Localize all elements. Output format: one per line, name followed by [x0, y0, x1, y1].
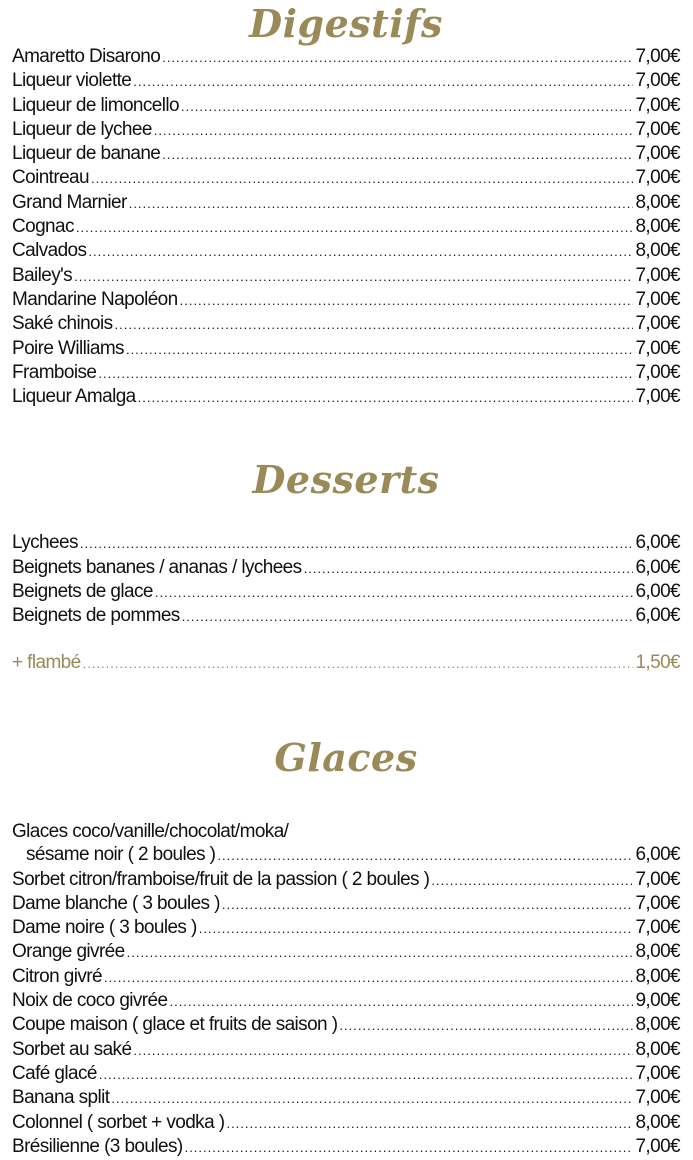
dot-leader	[222, 897, 634, 912]
menu-item	[12, 917, 680, 941]
menu-item	[12, 844, 680, 868]
item-price: 6,00€	[635, 556, 680, 578]
item-price: 7,00€	[635, 1135, 680, 1157]
dot-leader	[98, 366, 633, 381]
menu-item	[12, 362, 680, 386]
dot-leader	[162, 50, 633, 65]
menu-item	[12, 265, 680, 289]
dot-leader	[182, 609, 634, 624]
menu-item	[12, 119, 680, 143]
flambe-extra-item	[12, 652, 680, 676]
item-price: 7,00€	[635, 143, 680, 165]
item-name: Sorbet au saké	[12, 1038, 132, 1060]
item-name: Noix de coco givrée	[12, 990, 168, 1012]
menu-item	[12, 386, 680, 410]
section-title-desserts: Desserts	[252, 457, 440, 503]
item-name: Beignets de pommes	[12, 605, 180, 627]
dot-leader	[154, 123, 634, 138]
menu-item	[12, 605, 680, 629]
item-name: Grand Marnier	[12, 191, 127, 213]
dot-leader	[169, 994, 633, 1009]
dot-leader	[181, 99, 633, 114]
dot-leader	[138, 390, 634, 405]
item-price: 8,00€	[635, 1038, 680, 1060]
dot-leader	[74, 269, 633, 284]
item-price: 7,00€	[635, 264, 680, 286]
menu-item	[12, 1014, 680, 1038]
item-price: 7,00€	[635, 361, 680, 383]
item-name: Amaretto Disarono	[12, 46, 161, 67]
menu-item	[12, 70, 680, 94]
item-name: Cognac	[12, 216, 74, 238]
item-name: sésame noir ( 2 boules )	[26, 844, 216, 866]
dot-leader	[199, 921, 634, 936]
item-name: Cointreau	[12, 167, 89, 189]
dot-leader	[91, 171, 633, 186]
item-price: 6,00€	[635, 605, 680, 627]
section-title-glaces: Glaces	[274, 734, 418, 780]
dot-leader	[111, 1091, 633, 1106]
desserts-list	[12, 532, 680, 629]
item-price: 7,00€	[635, 46, 680, 67]
item-price: 8,00€	[635, 240, 680, 262]
menu-item	[12, 990, 680, 1014]
dot-leader	[304, 561, 634, 576]
menu-item	[12, 966, 680, 990]
item-price: 7,00€	[635, 94, 680, 116]
glaces-first-line: Glaces coco/vanille/chocolat/moka/	[12, 820, 289, 842]
item-name: Lychees	[12, 532, 78, 554]
menu-item	[12, 557, 680, 581]
item-price: 8,00€	[635, 216, 680, 238]
menu-item	[12, 192, 680, 216]
item-price: 7,00€	[635, 70, 680, 92]
item-name: Framboise	[12, 361, 97, 383]
dot-leader	[339, 1018, 633, 1033]
item-name: Beignets de glace	[12, 581, 153, 603]
menu-item	[12, 216, 680, 240]
section-title-digestifs: Digestifs	[249, 1, 443, 46]
item-price: 8,00€	[635, 1014, 680, 1036]
menu-item	[12, 869, 680, 893]
item-price: 7,00€	[635, 167, 680, 189]
dot-leader	[83, 656, 634, 671]
item-name: Sorbet citron/framboise/fruit de la passion ( 2 boules )	[12, 868, 430, 890]
menu-item	[12, 1087, 680, 1111]
menu-item	[12, 143, 680, 167]
item-price: 7,00€	[635, 337, 680, 359]
item-price: 7,00€	[635, 1087, 680, 1109]
menu-item	[12, 95, 680, 119]
dot-leader	[76, 220, 634, 235]
dot-leader	[133, 74, 633, 89]
dot-leader	[80, 536, 634, 551]
menu-item	[12, 581, 680, 605]
item-price: 8,00€	[635, 1111, 680, 1133]
menu-item	[12, 46, 680, 70]
menu-item	[12, 941, 680, 965]
dot-leader	[180, 293, 634, 308]
item-name: Brésilienne (3 boules)	[12, 1135, 183, 1157]
item-name: Coupe maison ( glace et fruits de saison )	[12, 1014, 338, 1036]
item-name: Dame blanche ( 3 boules )	[12, 892, 220, 914]
menu-item	[12, 313, 680, 337]
item-name: Liqueur Amalga	[12, 386, 136, 408]
menu-page	[12, 0, 680, 1160]
dot-leader	[88, 244, 633, 259]
dot-leader	[162, 147, 633, 162]
item-price: 7,00€	[635, 386, 680, 408]
dot-leader	[226, 1116, 633, 1131]
item-price: 7,00€	[635, 917, 680, 939]
item-name: + flambé	[12, 651, 81, 673]
dot-leader	[115, 317, 634, 332]
item-name: Liqueur violette	[12, 70, 132, 92]
menu-item	[12, 240, 680, 264]
item-name: Dame noire ( 3 boules )	[12, 917, 197, 939]
menu-item	[12, 289, 680, 313]
dot-leader	[99, 1067, 634, 1082]
item-name: Orange givrée	[12, 941, 125, 963]
dot-leader	[431, 873, 633, 888]
menu-item	[12, 1063, 680, 1087]
item-price: 6,00€	[635, 844, 680, 866]
menu-item	[12, 1112, 680, 1136]
menu-item	[12, 167, 680, 191]
dot-leader	[126, 342, 634, 357]
dot-leader	[129, 196, 634, 211]
item-name: Mandarine Napoléon	[12, 288, 178, 310]
item-price: 7,00€	[635, 313, 680, 335]
item-price: 8,00€	[635, 191, 680, 213]
item-price: 6,00€	[635, 581, 680, 603]
item-price: 6,00€	[635, 532, 680, 554]
item-price: 7,00€	[635, 288, 680, 310]
item-name: Citron givré	[12, 965, 102, 987]
item-price: 9,00€	[635, 990, 680, 1012]
menu-item	[12, 532, 680, 556]
item-name: Liqueur de limoncello	[12, 94, 179, 116]
item-name: Poire Williams	[12, 337, 124, 359]
item-price: 8,00€	[635, 941, 680, 963]
menu-item	[12, 1039, 680, 1063]
item-name: Saké chinois	[12, 313, 113, 335]
item-name: Café glacé	[12, 1062, 97, 1084]
item-name: Calvados	[12, 240, 87, 262]
dot-leader	[133, 1043, 633, 1058]
item-price: 1,50€	[635, 651, 680, 673]
menu-item	[12, 893, 680, 917]
dot-leader	[104, 970, 634, 985]
item-name: Colonnel ( sorbet + vodka )	[12, 1111, 225, 1133]
dot-leader	[155, 585, 634, 600]
dot-leader	[127, 945, 634, 960]
dot-leader	[185, 1140, 634, 1155]
item-price: 7,00€	[635, 118, 680, 140]
item-name: Banana split	[12, 1087, 110, 1109]
item-price: 7,00€	[635, 1062, 680, 1084]
glaces-list	[12, 869, 680, 1160]
item-name: Liqueur de banane	[12, 143, 161, 165]
item-name: Beignets bananes / ananas / lychees	[12, 556, 302, 578]
menu-item	[12, 1136, 680, 1160]
dot-leader	[217, 848, 633, 863]
menu-item	[12, 338, 680, 362]
item-price: 7,00€	[635, 868, 680, 890]
item-name: Liqueur de lychee	[12, 118, 152, 140]
digestifs-list	[12, 46, 680, 410]
item-price: 7,00€	[635, 892, 680, 914]
item-name: Bailey's	[12, 264, 73, 286]
item-price: 8,00€	[635, 965, 680, 987]
